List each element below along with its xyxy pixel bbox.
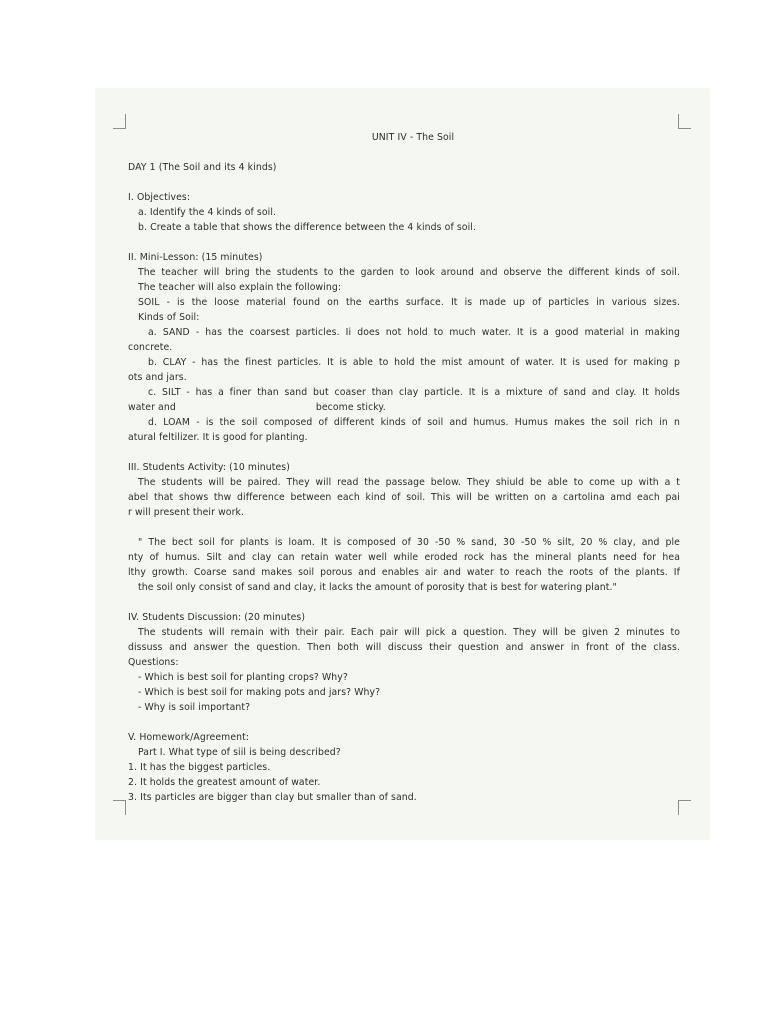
silt-cont-part-b: become sticky.	[315, 402, 386, 413]
silt-definition-cont	[128, 400, 680, 415]
sand-definition: a. SAND - has the coarsest particles. Ii does not hold to much water. It is a good material in making	[148, 327, 680, 338]
homework-heading: V. Homework/Agreement:	[128, 732, 250, 743]
soil-definition: SOIL - is the loose material found on the earths surface. It is made up of particles in various sizes.	[138, 297, 680, 308]
silt-definition: c. SILT - has a finer than sand but coaser than clay particle. It is a mixture of sand and clay. It holds	[148, 387, 680, 398]
homework-item: 1. It has the biggest particles.	[128, 762, 271, 773]
paragraph-line: dissuss and answer the question. Then both will discuss their question and answer in front of the class.	[128, 642, 680, 653]
day-heading: DAY 1 (The Soil and its 4 kinds)	[128, 162, 277, 173]
quote-line: the soil only consist of sand and clay, it lacks the amount of porosity that is best for watering plant."	[138, 582, 617, 593]
sand-definition-cont: concrete.	[128, 342, 173, 353]
crop-mark-top-left	[113, 114, 126, 129]
mini-lesson-heading: II. Mini-Lesson: (15 minutes)	[128, 252, 263, 263]
kinds-heading: Kinds of Soil:	[138, 312, 200, 323]
homework-item: 2. It holds the greatest amount of water.	[128, 777, 321, 788]
document-body	[128, 130, 680, 805]
objectives-heading: I. Objectives:	[128, 192, 191, 203]
objective-item: b. Create a table that shows the difference between the 4 kinds of soil.	[138, 222, 477, 233]
document-title: UNIT IV - The Soil	[371, 132, 455, 143]
homework-item: 3. Its particles are bigger than clay but smaller than of sand.	[128, 792, 417, 803]
loam-definition-cont: atural feltilizer. It is good for planting.	[128, 432, 308, 443]
activity-heading: III. Students Activity: (10 minutes)	[128, 462, 290, 473]
quote-line: " The bect soil for plants is loam. It is composed of 30 -50 % sand, 30 -50 % silt, 20 % clay, and ple	[138, 537, 680, 548]
loam-definition: d. LOAM - is the soil composed of different kinds of soil and humus. Humus makes the soil rich in n	[148, 417, 680, 428]
question-item: - Why is soil important?	[138, 702, 251, 713]
paragraph-line: The teacher will also explain the following:	[138, 282, 342, 293]
objective-item: a. Identify the 4 kinds of soil.	[138, 207, 277, 218]
paragraph-line: abel that shows thw difference between each kind of soil. This will be written on a cartolina amd each pai	[128, 492, 680, 503]
question-item: - Which is best soil for making pots and jars? Why?	[138, 687, 381, 698]
discussion-heading: IV. Students Discussion: (20 minutes)	[128, 612, 306, 623]
quote-line: nty of humus. Silt and clay can retain water well while eroded rock has the mineral plants need for hea	[128, 552, 680, 563]
questions-label: Questions:	[128, 657, 179, 668]
question-item: - Which is best soil for planting crops? Why?	[138, 672, 348, 683]
paragraph-line: The students will be paired. They will read the passage below. They shiuld be able to come up with a t	[138, 477, 680, 488]
clay-definition-cont: ots and jars.	[128, 372, 187, 383]
crop-mark-top-right	[678, 114, 691, 129]
paragraph-line: The teacher will bring the students to the garden to look around and observe the different kinds of soil.	[138, 267, 680, 278]
silt-cont-part-a: water and	[128, 402, 176, 413]
paragraph-line: The students will remain with their pair. Each pair will pick a question. They will be given 2 minutes to	[138, 627, 680, 638]
homework-part: Part I. What type of siil is being described?	[138, 747, 341, 758]
clay-definition: b. CLAY - has the finest particles. It is able to hold the mist amount of water. It is used for making p	[148, 357, 680, 368]
quote-line: lthy growth. Coarse sand makes soil porous and enables air and water to reach the roots of the plants. If	[128, 567, 680, 578]
paragraph-line: r will present their work.	[128, 507, 245, 518]
document-page	[95, 88, 710, 840]
crop-mark-bottom-left	[113, 800, 126, 815]
